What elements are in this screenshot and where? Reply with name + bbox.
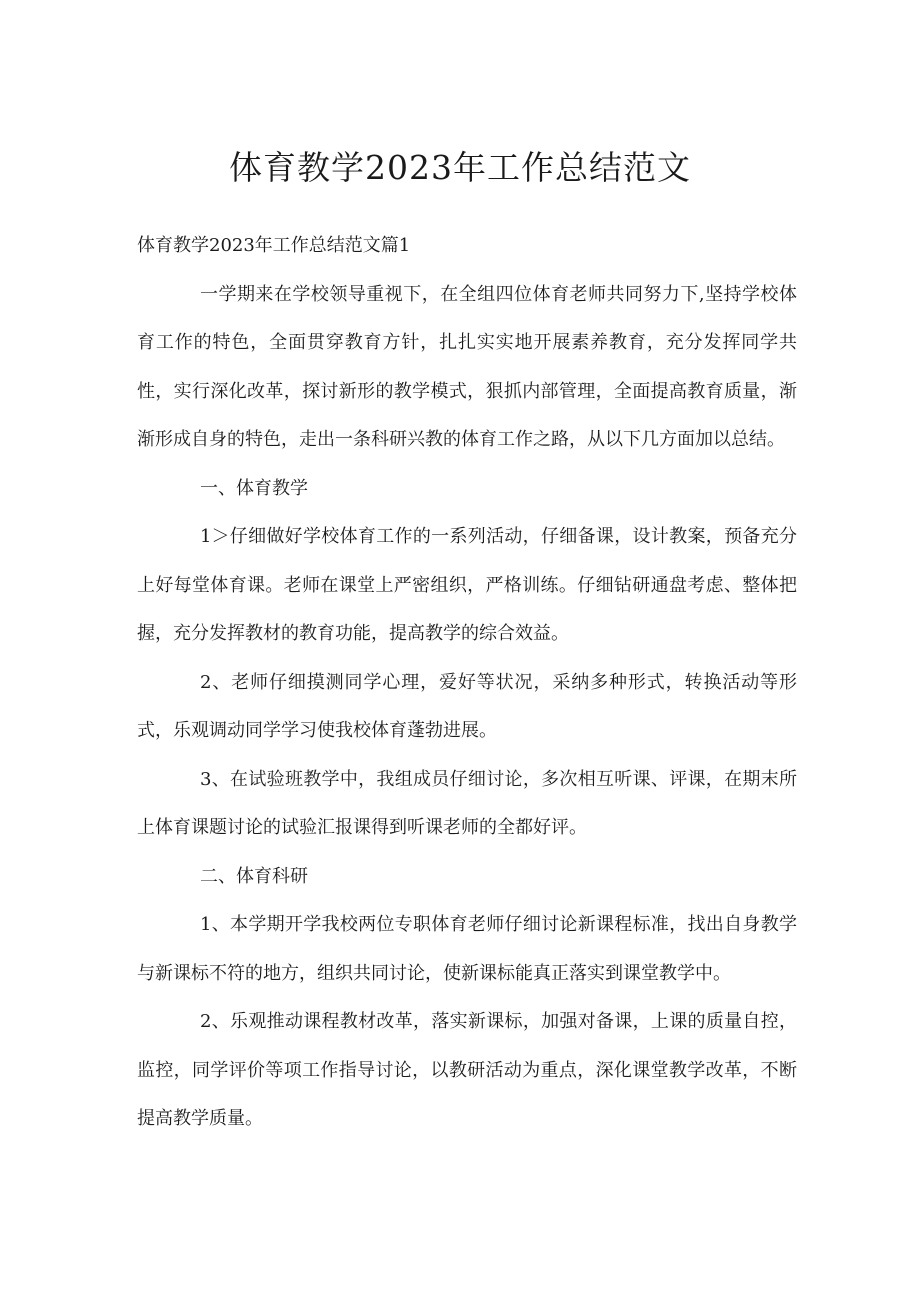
document-body — [137, 222, 797, 1144]
paragraph-research-1: 1、本学期开学我校两位专职体育老师仔细讨论新课程标准，找出自身教学与新课标不符的地方，组织共同讨论，使新课标能真正落实到课堂教学中。 — [137, 914, 797, 984]
section-subtitle: 体育教学2023年工作总结范文篇1 — [137, 235, 411, 256]
document-title: 体育教学2023年工作总结范文 — [229, 148, 691, 187]
heading-research: 二、体育科研 — [200, 865, 308, 887]
paragraph-intro: 一学期来在学校领导重视下，在全组四位体育老师共同努力下,坚持学校体育工作的特色，全面贯穿教育方针，扎扎实实地开展素养教育，充分发挥同学共性，实行深化改革，探讨新形的教学模式，狠抓内部管理，全面提高教育质量，渐渐形成自身的特色，走出一条科研兴教的体育工作之路，从以下几方面加以总结。 — [137, 283, 797, 450]
paragraph-teaching-1: 1＞仔细做好学校体育工作的一系列活动，仔细备课，设计教案，预备充分上好每堂体育课。老师在课堂上严密组织，严格训练。仔细钻研通盘考虑、整体把握，充分发挥教材的教育功能，提高教学的综合效益。 — [137, 526, 797, 644]
paragraph-teaching-2: 2、老师仔细摸测同学心理，爱好等状况，采纳多种形式，转换活动等形式，乐观调动同学学习使我校体育蓬勃进展。 — [137, 671, 797, 741]
paragraph-teaching-3: 3、在试验班教学中，我组成员仔细讨论，多次相互听课、评课，在期末所上体育课题讨论的试验汇报课得到听课老师的全都好评。 — [137, 768, 797, 838]
paragraph-research-2: 2、乐观推动课程教材改革，落实新课标，加强对备课，上课的质量自控，监控，同学评价等项工作指导讨论，以教研活动为重点，深化课堂教学改革，不断提高教学质量。 — [137, 1011, 797, 1129]
heading-teaching: 一、体育教学 — [200, 477, 308, 499]
